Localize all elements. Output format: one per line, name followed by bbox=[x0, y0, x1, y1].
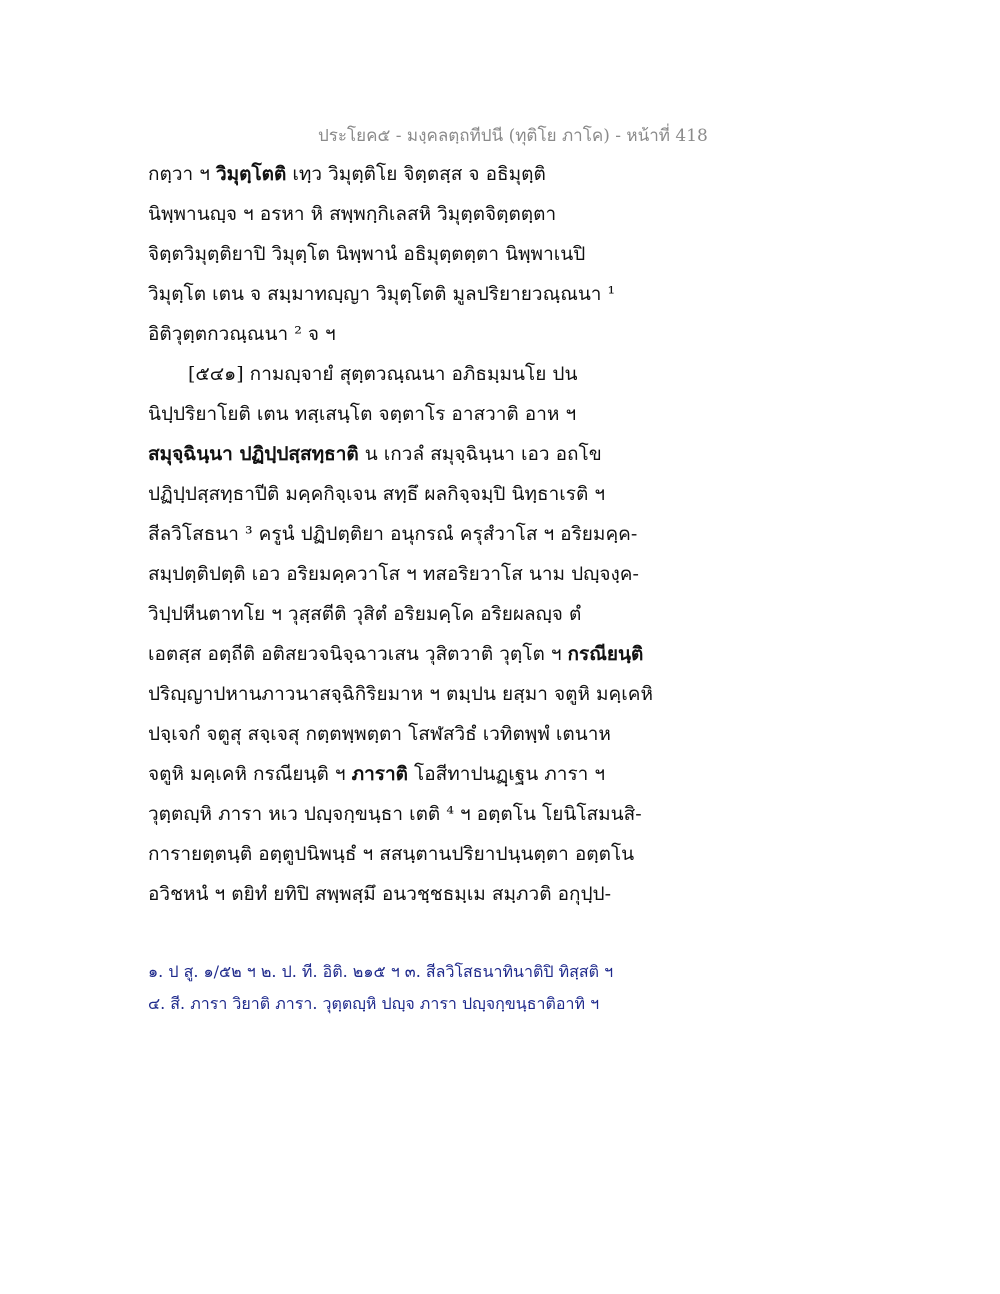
text-segment: วิมุตฺโต เตน จ สมฺมาทญฺญา วิมุตฺโตติ มูลปริยายวณฺณนา ¹ bbox=[148, 283, 616, 305]
text-segment: จตูหิ มคฺเคหิ กรณียนฺติ ฯ bbox=[148, 763, 352, 785]
text-line bbox=[148, 438, 708, 478]
text-segment: สมฺปตฺติปตฺติ เอว อริยมคฺควาโส ฯ ทสอริยวาโส นาม ปญฺจงฺค- bbox=[148, 563, 639, 585]
running-head: ประโยค๕ - มงฺคลตฺถทีปนี (ทุติโย ภาโค) - หน้าที่ 418 bbox=[318, 126, 708, 146]
text-line bbox=[148, 238, 708, 278]
text-segment: กตฺวา ฯ bbox=[148, 163, 216, 185]
text-segment: อวิชหนํ ฯ ตยิทํ ยทิปิ สพฺพสฺมึ อนวชฺชธมฺเม สมฺภวติ อกุปฺป- bbox=[148, 883, 612, 905]
text-line bbox=[148, 838, 708, 878]
text-segment: นิปฺปริยาโยติ เตน ทสฺเสนฺโต จตฺตาโร อาสวาติ อาห ฯ bbox=[148, 403, 577, 425]
text-segment: น เกวลํ สมุจฺฉินฺนา เอว อถโข bbox=[358, 443, 602, 465]
text-line bbox=[148, 678, 708, 718]
bold-term: ภาราติ bbox=[351, 763, 408, 785]
text-line bbox=[148, 798, 708, 838]
text-segment: ปจฺเจกํ จตูสุ สจฺเจสุ กตฺตพฺพตฺตา โสฬสวิธํ เวทิตพฺพํ เตนาห bbox=[148, 723, 611, 745]
footnote-line: ๑. ป สู. ๑/๕๒ ฯ ๒. ป. ที. อิติ. ๒๑๕ ฯ ๓. สีลวิโสธนาทินาติปิ ทิสฺสติ ฯ bbox=[148, 962, 614, 981]
text-line bbox=[148, 478, 708, 518]
text-line bbox=[148, 718, 708, 758]
text-segment: ปริญฺญาปหานภาวนาสจฺฉิกิริยมาห ฯ ตมฺปน ยสฺมา จตูหิ มคฺเคหิ bbox=[148, 683, 653, 705]
text-segment: นิพฺพานญฺจ ฯ อรหา หิ สพฺพกฺกิเลสหิ วิมุตฺตจิตฺตตฺตา bbox=[148, 203, 557, 225]
text-segment: การายตฺตนฺติ อตฺตูปนิพนฺธํ ฯ สสนฺตานปริยาปนฺนตฺตา อตฺตโน bbox=[148, 843, 635, 865]
text-line bbox=[148, 878, 708, 918]
text-line bbox=[148, 398, 708, 438]
text-segment: ปฏิปฺปสฺสทฺธาปีติ มคฺคกิจฺเจน สทฺธึ ผลกิจฺจมฺปิ นิทฺธาเรติ ฯ bbox=[148, 483, 606, 505]
text-line bbox=[148, 318, 708, 358]
text-line bbox=[148, 358, 708, 398]
text-segment: จิตฺตวิมุตฺติยาปิ วิมุตฺโต นิพฺพานํ อธิมุตฺตตฺตา นิพฺพาเนปิ bbox=[148, 243, 586, 265]
footnote-line: ๔. สี. ภารา วิยาติ ภารา. วุตฺตญฺหิ ปญฺจ ภารา ปญฺจกฺขนฺธาติอาทิ ฯ bbox=[148, 994, 600, 1013]
text-segment: [๕๔๑] กามญฺจายํ สุตฺตวณฺณนา อภิธมฺมนโย ปน bbox=[188, 363, 578, 385]
footnotes bbox=[148, 958, 748, 1022]
text-segment: เทฺว วิมุตฺติโย จิตฺตสฺส จ อธิมุตฺติ bbox=[286, 163, 546, 185]
text-line bbox=[148, 638, 708, 678]
text-segment: สีลวิโสธนา ³ ครูนํ ปฏิปตฺติยา อนุกรณํ ครุสํวาโส ฯ อริยมคฺค- bbox=[148, 523, 638, 545]
main-text bbox=[148, 158, 708, 918]
text-line bbox=[148, 558, 708, 598]
text-line bbox=[148, 198, 708, 238]
text-segment: วุตฺตญฺหิ ภารา หเว ปญฺจกฺขนฺธา เตติ ⁴ ฯ อตฺตโน โยนิโสมนสิ- bbox=[148, 803, 642, 825]
bold-term: กรณียนฺติ bbox=[567, 643, 644, 665]
text-line bbox=[148, 518, 708, 558]
text-segment: โอสีทาปนฏฺเฐน ภารา ฯ bbox=[408, 763, 606, 785]
text-line bbox=[148, 758, 708, 798]
text-line bbox=[148, 598, 708, 638]
text-line bbox=[148, 158, 708, 198]
text-line bbox=[148, 278, 708, 318]
bold-term: วิมุตฺโตติ bbox=[215, 163, 287, 185]
text-segment: วิปฺปหีนตาทโย ฯ วุสฺสตีติ วุสิตํ อริยมคฺโค อริยผลญฺจ ตํ bbox=[148, 603, 582, 625]
text-segment: อิติวุตฺตกวณฺณนา ² จ ฯ bbox=[148, 323, 336, 345]
bold-term: สมุจฺฉินฺนา ปฏิปฺปสฺสทฺธาติ bbox=[148, 443, 359, 465]
text-segment: เอตสฺส อตฺถีติ อติสยวจนิจฺฉาวเสน วุสิตวาติ วุตฺโต ฯ bbox=[148, 643, 568, 665]
